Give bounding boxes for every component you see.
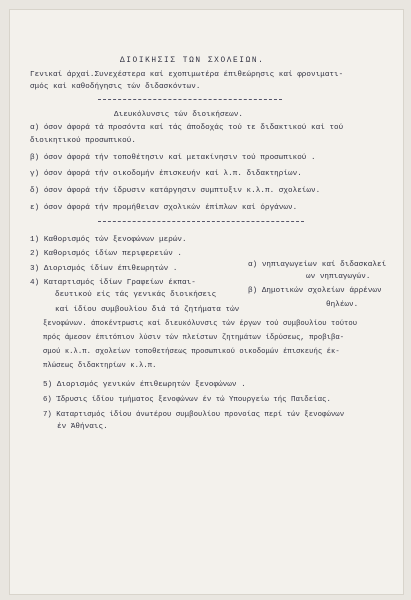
paragraph-line: ξενοφώνων. άποκέντρωσις καί διευκόλυνσις τών έργων τού συμβουλίου τούτου [43, 320, 358, 328]
side-list-item: ων νηπιαγωγών. [306, 273, 371, 281]
paragraph-line: πρός άμεσον έπιτόπιον λύσιν τών πλείστων ζητημάτων ίδρύσεως, προβιβα- [43, 334, 345, 342]
intro-line: Γενικαί άρχαί.Συνεχέστερα καί εχοπιμωτέρα έπιθεώρησις καί φρονιματι- [30, 71, 344, 79]
intro-line: σμός καί καθοδήγησις τών διδασκόντων. [30, 83, 201, 91]
paragraph-line: σμού κ.λ.π. σχολείων τοποθετήσεως προσωπικού οικοδομών έπισκευής έκ- [43, 348, 340, 356]
list-item: 7) Καταρτισμός ίδίου άνωτέρου συμβουλίου προνοίας περί τών ξενοφώνων [43, 411, 345, 419]
document-page [10, 10, 403, 594]
side-list-item: α) νηπιαγωγείων καί διδασκαλεί [248, 261, 387, 269]
list-item-continuation: καί ίδίου συμβουλίου διά τά ζητήματα τών [55, 306, 240, 314]
list-item: 2) Καθορισμός ίδίων περιφερειών . [30, 250, 183, 258]
side-list-item: θηλέων. [326, 301, 359, 309]
section-subtitle: Διευκόλυνσις τών διοικήσεων. [114, 111, 243, 119]
list-item: 4) Καταρτισμός ίδίων Γραφείων έκπαι- [30, 279, 196, 287]
divider [98, 221, 304, 222]
document-title: ΔΙΟΙΚΗΣΙΣ ΤΩΝ ΣΧΟΛΕΙΩΝ. [120, 57, 265, 65]
list-item: γ) όσον άφορά τήν οικοδομήν έπισκευήν καί λ.π. διδακτηρίων. [30, 170, 302, 178]
list-item: ε) όσον άφορά τήν προμήθειαν σχολικών έπίπλων καί όργάνων. [30, 204, 298, 212]
list-item-continuation: έν Άθήναις. [57, 423, 108, 431]
side-list-item: β) Δημοτικών σχολείων άρρένων [248, 287, 382, 295]
paragraph-line: πλώσεως διδακτηρίων κ.λ.π. [43, 362, 157, 370]
list-item: α) όσον άφορά τά προσόντα καί τάς άποδοχάς τού τε διδακτικού καί τού [30, 124, 344, 132]
divider [98, 99, 282, 100]
list-item: 5) Διορισμός γενικών έπιθεωρητών ξενοφώνων . [43, 381, 246, 389]
list-item: β) όσον άφορά τήν τοποθέτησιν καί μετακίνησιν τού προσωπικού . [30, 154, 316, 162]
list-item: 6) Ίδρυσις ίδίου τμήματος ξενοφώνων έν τώ Υπουργείω τής Παιδείας. [43, 396, 331, 404]
list-item: διοικητικού προσωπικού. [30, 137, 136, 145]
list-item: 1) Καθορισμός τών ξενοφώνων μερών. [30, 236, 187, 244]
list-item: δ) όσον άφορά τήν ίδρυσιν κατάργησιν συμπτυξιν κ.λ.π. σχολείων. [30, 187, 321, 195]
list-item: 3) Διορισμός ίδίων έπιθεωρητών . [30, 265, 178, 273]
list-item-continuation: δευτικού είς τάς γενικάς διοικήσεις [55, 291, 217, 299]
